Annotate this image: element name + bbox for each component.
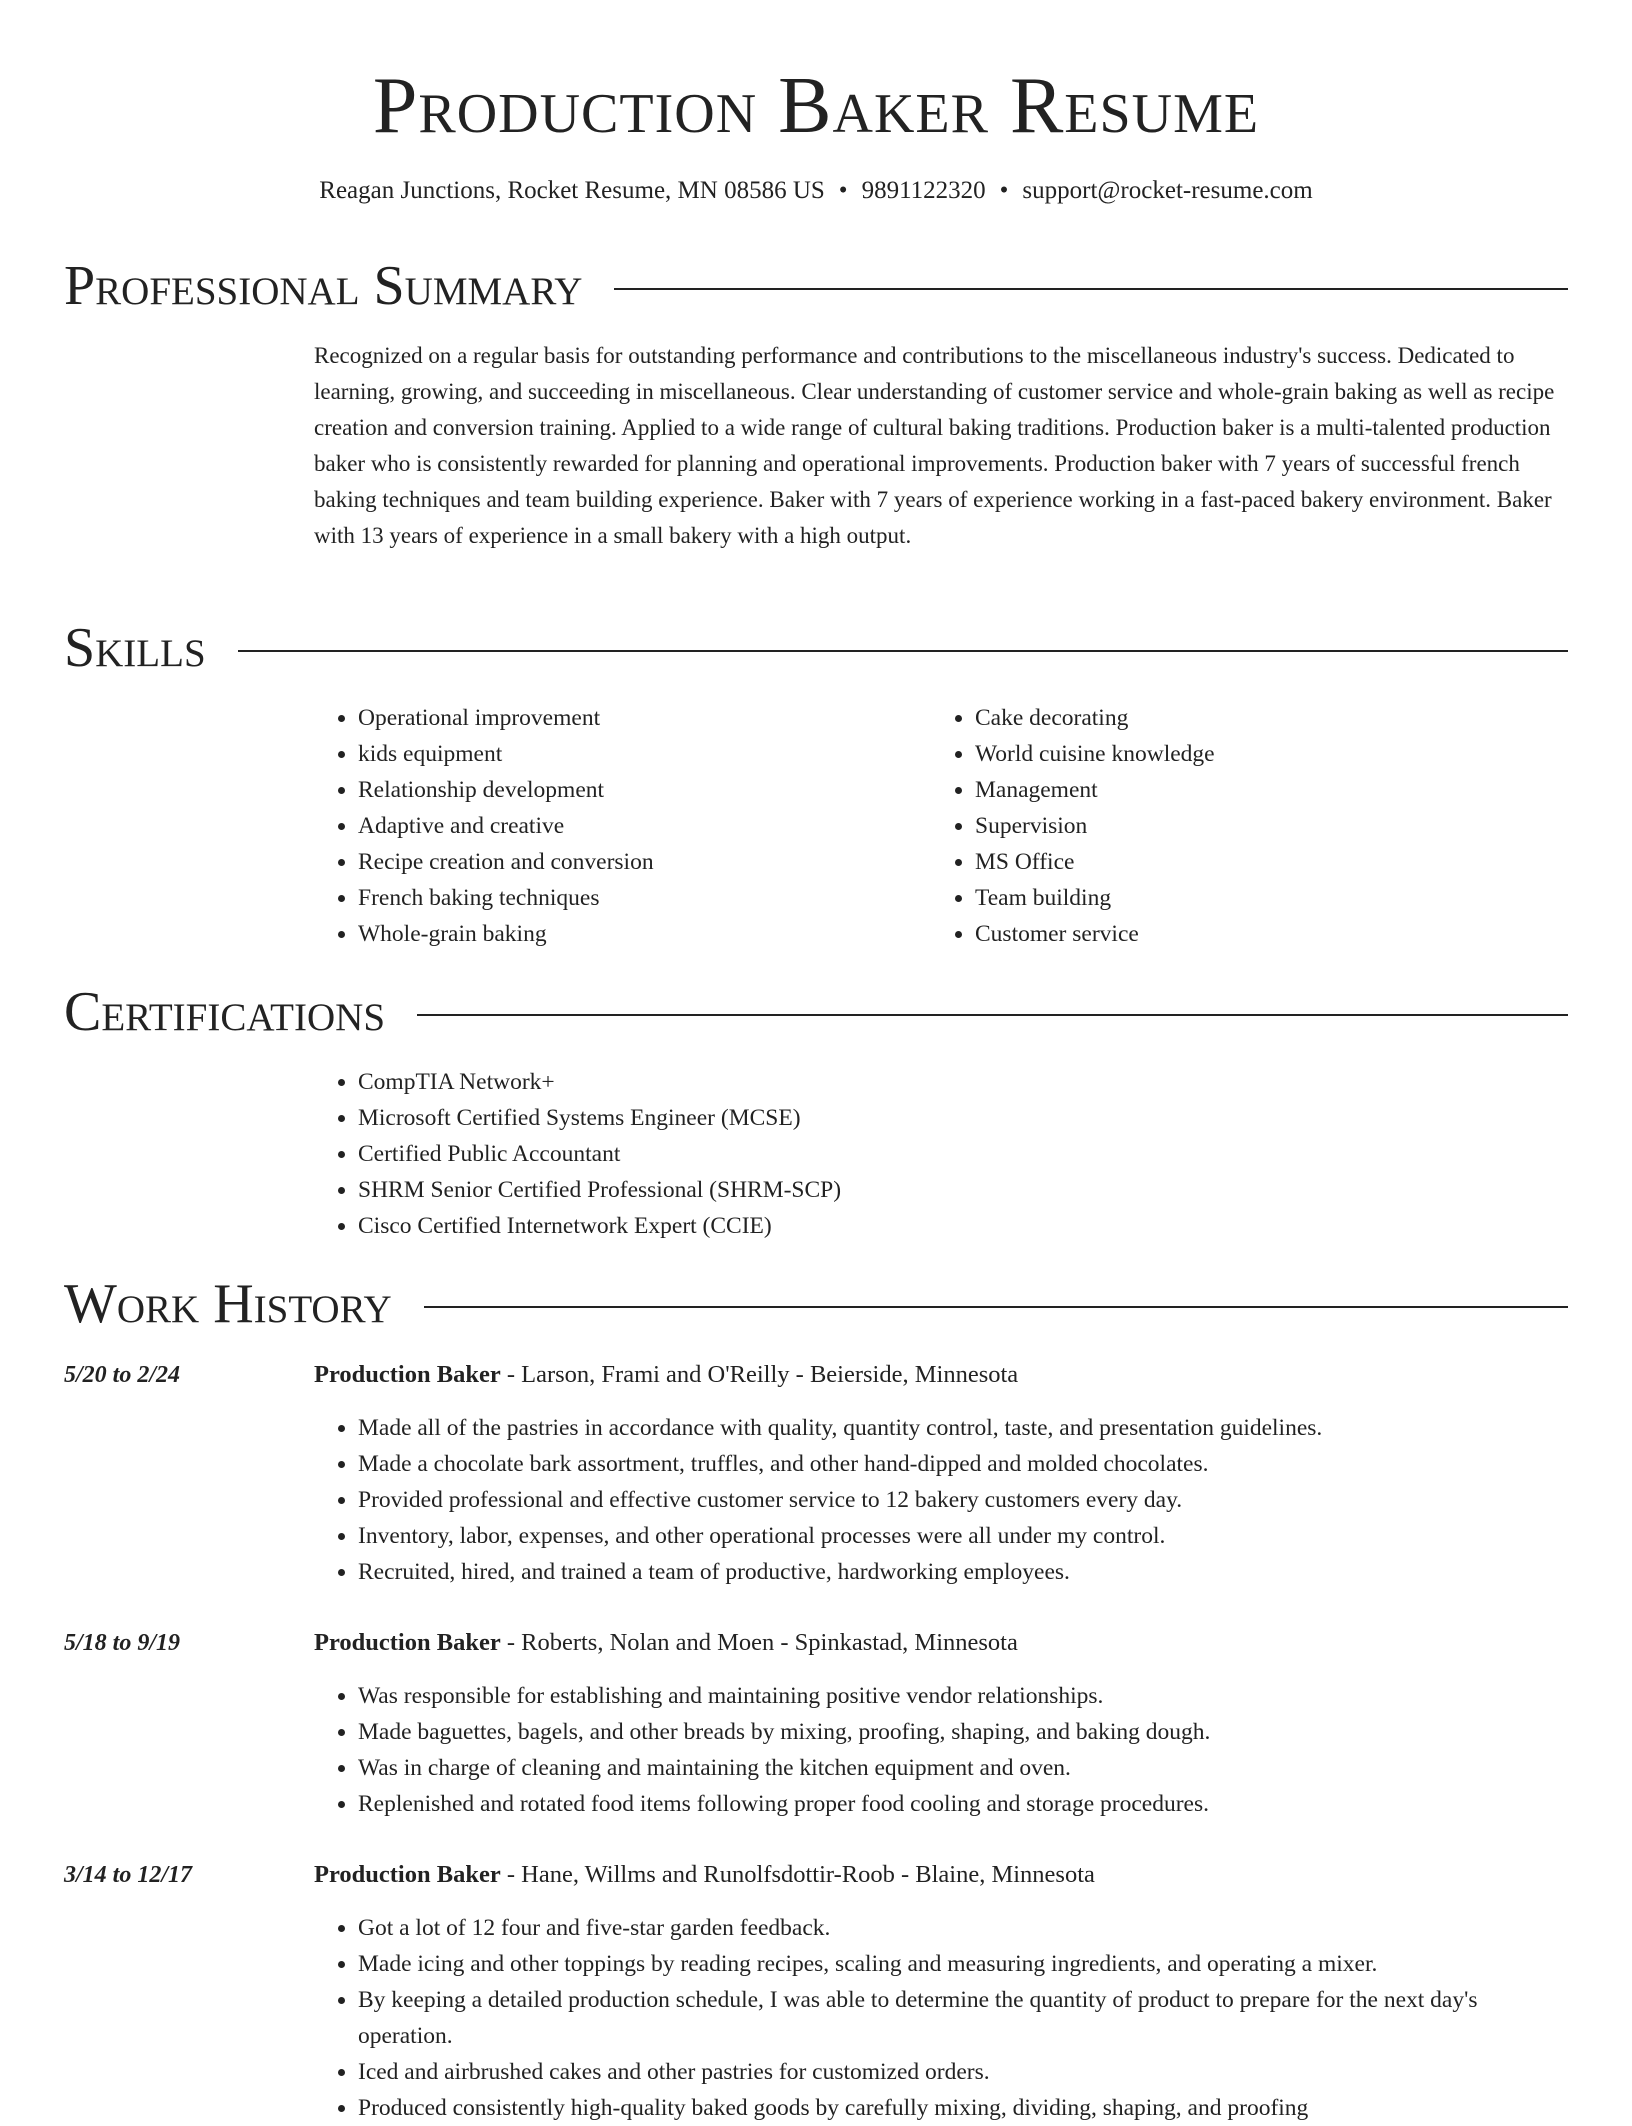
job-bullet: • By keeping a detailed production schedule, I was able to determine the quantity of product to prepare for the next day's operation. xyxy=(358,1982,1564,2054)
job-dates: 3/14 to 12/17 xyxy=(64,1862,193,1888)
certification-item: • Microsoft Certified Systems Engineer (MCSE) xyxy=(358,1100,1564,1136)
job-bullet: • Was responsible for establishing and maintaining positive vendor relationships. xyxy=(358,1678,1564,1714)
certification-item: • CompTIA Network+ xyxy=(358,1064,1564,1100)
skill-item: • Relationship development xyxy=(358,772,874,808)
certification-item: • Cisco Certified Internetwork Expert (CCIE) xyxy=(358,1208,1564,1244)
job-header xyxy=(314,1857,1095,1893)
job-bullet: • Replenished and rotated food items following proper food cooling and storage procedures. xyxy=(358,1786,1564,1822)
job-bullet: • Recruited, hired, and trained a team of productive, hardworking employees. xyxy=(358,1554,1564,1590)
job-title: Production Baker xyxy=(314,1629,501,1656)
section-heading: Professional Summary xyxy=(64,255,583,317)
section-divider xyxy=(614,288,1568,290)
contact-line xyxy=(0,174,1632,208)
skill-item: • Customer service xyxy=(975,916,1491,952)
job-employer-location: - Hane, Willms and Runolfsdottir-Roob - Blaine, Minnesota xyxy=(500,1861,1095,1888)
skill-item: • Operational improvement xyxy=(358,700,874,736)
job-bullets xyxy=(314,1678,1564,1822)
job-bullet: • Provided professional and effective customer service to 12 bakery customers every day. xyxy=(358,1482,1564,1518)
resume-title: Production Baker Resume xyxy=(372,62,1260,150)
section-heading: Certifications xyxy=(64,981,386,1043)
contact-email[interactable]: support@rocket-resume.com xyxy=(1022,177,1313,204)
skills-left-column xyxy=(314,700,874,952)
job-header xyxy=(314,1357,1018,1393)
certifications-section-header xyxy=(64,980,1568,1044)
job-bullets xyxy=(314,1910,1564,2126)
skill-item: • Whole-grain baking xyxy=(358,916,874,952)
skills-section-header xyxy=(64,616,1568,680)
contact-separator: • xyxy=(999,177,1009,204)
job-bullets xyxy=(314,1410,1564,1590)
skill-item: • kids equipment xyxy=(358,736,874,772)
skill-item: • Team building xyxy=(975,880,1491,916)
certification-item: • Certified Public Accountant xyxy=(358,1136,1564,1172)
certification-item: • SHRM Senior Certified Professional (SHRM-SCP) xyxy=(358,1172,1564,1208)
work-history-section-header xyxy=(64,1272,1568,1336)
job-title: Production Baker xyxy=(314,1861,501,1888)
skill-item: • MS Office xyxy=(975,844,1491,880)
skill-item: • World cuisine knowledge xyxy=(975,736,1491,772)
section-divider xyxy=(424,1306,1568,1308)
job-dates: 5/20 to 2/24 xyxy=(64,1362,181,1388)
job-bullet: • Got a lot of 12 four and five-star garden feedback. xyxy=(358,1910,1564,1946)
summary-section-header xyxy=(64,254,1568,318)
job-bullet: • Made a chocolate bark assortment, truffles, and other hand-dipped and molded chocolates. xyxy=(358,1446,1564,1482)
skill-item: • Management xyxy=(975,772,1491,808)
job-title: Production Baker xyxy=(314,1361,501,1388)
certifications-list xyxy=(314,1064,1564,1244)
skill-item: • French baking techniques xyxy=(358,880,874,916)
job-header xyxy=(314,1625,1018,1661)
skills-right-column xyxy=(931,700,1491,952)
contact-address: Reagan Junctions, Rocket Resume, MN 08586 US xyxy=(319,177,825,204)
job-bullet: • Produced consistently high-quality baked goods by carefully mixing, dividing, shaping, and proofing xyxy=(358,2090,1564,2126)
skill-item: • Recipe creation and conversion xyxy=(358,844,874,880)
job-bullet: • Iced and airbrushed cakes and other pastries for customized orders. xyxy=(358,2054,1564,2090)
skill-item: • Adaptive and creative xyxy=(358,808,874,844)
section-heading: Work History xyxy=(64,1273,392,1335)
job-bullet: • Made icing and other toppings by reading recipes, scaling and measuring ingredients, and operating a mixer. xyxy=(358,1946,1564,1982)
contact-separator: • xyxy=(838,177,848,204)
job-employer-location: - Roberts, Nolan and Moen - Spinkastad, Minnesota xyxy=(500,1629,1018,1656)
job-bullet: • Was in charge of cleaning and maintaining the kitchen equipment and oven. xyxy=(358,1750,1564,1786)
section-heading: Skills xyxy=(64,617,206,679)
section-divider xyxy=(417,1014,1568,1016)
contact-phone: 9891122320 xyxy=(861,177,986,204)
summary-text: Recognized on a regular basis for outstanding performance and contributions to the miscellaneous industry's success. Dedicated to learning, growing, and succeeding in miscellaneous. Clear understanding of customer service and whole-grain baking as well as recipe creation and conversion training. Applied to a wide range of cultural baking traditions. Production baker is a multi-talented production baker who is consistently rewarded for planning and operational improvements. Production baker with 7 years of successful french baking techniques and team building experience. Baker with 7 years of experience working in a fast-paced bakery environment. Baker with 13 years of experience in a small bakery with a high output. xyxy=(314,343,1555,548)
job-bullet: • Made baguettes, bagels, and other breads by mixing, proofing, shaping, and baking dough. xyxy=(358,1714,1564,1750)
job-employer-location: - Larson, Frami and O'Reilly - Beierside, Minnesota xyxy=(500,1361,1019,1388)
job-bullet: • Made all of the pastries in accordance with quality, quantity control, taste, and presentation guidelines. xyxy=(358,1410,1564,1446)
job-dates: 5/18 to 9/19 xyxy=(64,1630,181,1656)
skill-item: • Supervision xyxy=(975,808,1491,844)
skill-item: • Cake decorating xyxy=(975,700,1491,736)
section-divider xyxy=(238,650,1568,652)
job-bullet: • Inventory, labor, expenses, and other operational processes were all under my control. xyxy=(358,1518,1564,1554)
